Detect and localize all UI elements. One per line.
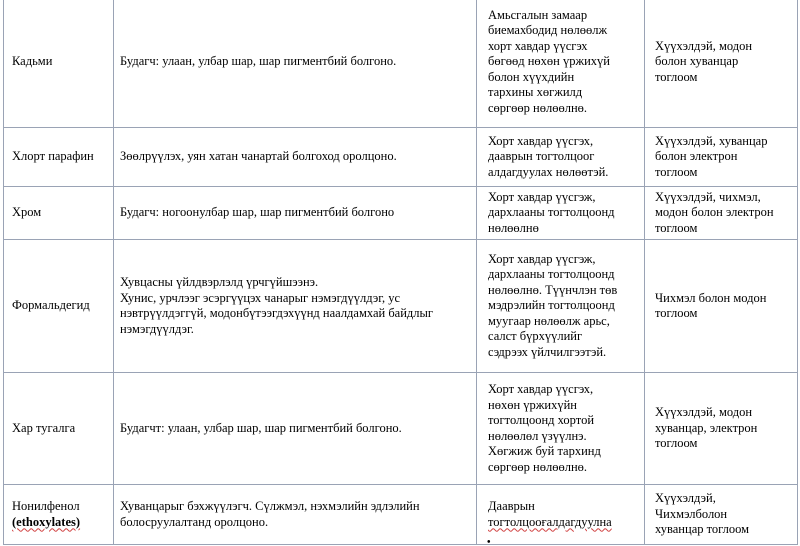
table-row [4, 485, 798, 545]
toy-type: Хүүхэлдэй, чихмэл, модон болон электрон тоглоом [645, 187, 798, 240]
chemical-name: Нонилфенол (ethoxylates) [4, 485, 114, 545]
health-effect: Хорт хавдар үүсгэх, дааврын тогтолцоог алдагдуулах нөлөөтэй. [477, 128, 645, 187]
toy-type: Хүүхэлдэй, Чихмэлболон хуванцар тоглоом [645, 485, 798, 545]
health-effect: Хорт хавдар үүсгэх, нөхөн үржихүйн тогтолцоонд хортой нөлөөлөл үзүүлнэ. Хөгжиж буй тархинд сөргөөр нөлөөлнө. [477, 373, 645, 485]
chemical-name-latin: (ethoxylates) [12, 514, 81, 529]
table-row [4, 128, 798, 187]
health-effect: Амьсгалын замаар биемахбодид нөлөөлж хорт хавдар үүсгэх бөгөөд нөхөн үржихүй болон хүүхдийн тархины хөгжилд сөргөөр нөлөөлнө. [477, 0, 645, 128]
chemical-name: Хром [4, 187, 114, 240]
chemical-description: Хувцасны үйлдвэрлэлд үрчгүйшээнэ. Хунис, урчлээг эсэргүүцэх чанарыг нэмэгдүүлдэг, ус нэвтрүүлдэггүй, модонбүтээгдэхүүнд наалдамхай байдлыг нэмэгдүүлдэг. [114, 240, 477, 373]
toy-type: Хүүхэлдэй, модон болон хуванцар тоглоом [645, 0, 798, 128]
chemical-description: Будагч: улаан, улбар шар, шар пигментбий болгоно. [114, 0, 477, 128]
table-row [4, 0, 798, 128]
chemical-description: Будагч: ногоонулбар шар, шар пигментбий болгоно [114, 187, 477, 240]
chemical-description: Будагчт: улаан, улбар шар, шар пигментбий болгоно. [114, 373, 477, 485]
toy-chemicals-table [3, 0, 798, 545]
toy-type: Хүүхэлдэй, хуванцар болон электрон тоглоом [645, 128, 798, 187]
toy-type: Чихмэл болон модон тоглоом [645, 240, 798, 373]
toy-type: Хүүхэлдэй, модон хуванцар, электрон тоглоом [645, 373, 798, 485]
health-effect: Дааврын тогтолцооғалдагдуулна [477, 485, 645, 545]
health-effect: Хорт хавдар үүсгэж, дархлааны тогтолцоонд нөлөөлнө [477, 187, 645, 240]
chemical-description: Зөөлрүүлэх, уян хатан чанартай болгоход оролцоно. [114, 128, 477, 187]
table-row [4, 240, 798, 373]
table-row [4, 187, 798, 240]
chemical-name: Кадьми [4, 0, 114, 128]
chemical-description: Хуванцарыг бэхжүүлэгч. Сүлжмэл, нэхмэлийн эдлэлийн болосруулалтанд оролцоно. [114, 485, 477, 545]
next-row-text-fragment: • [487, 540, 491, 546]
chemical-name: Хлорт парафин [4, 128, 114, 187]
chemical-name: Формальдегид [4, 240, 114, 373]
health-effect: Хорт хавдар үүсгэж, дархлааны тогтолцоонд нөлөөлнө. Түүнчлэн төв мэдрэлийн тогтолцоонд муугаар нөлөөлж арьс, салст бүрхүүлийг сэдрээх үйлчилгээтэй. [477, 240, 645, 373]
chemical-name: Хар тугалга [4, 373, 114, 485]
table-row [4, 373, 798, 485]
